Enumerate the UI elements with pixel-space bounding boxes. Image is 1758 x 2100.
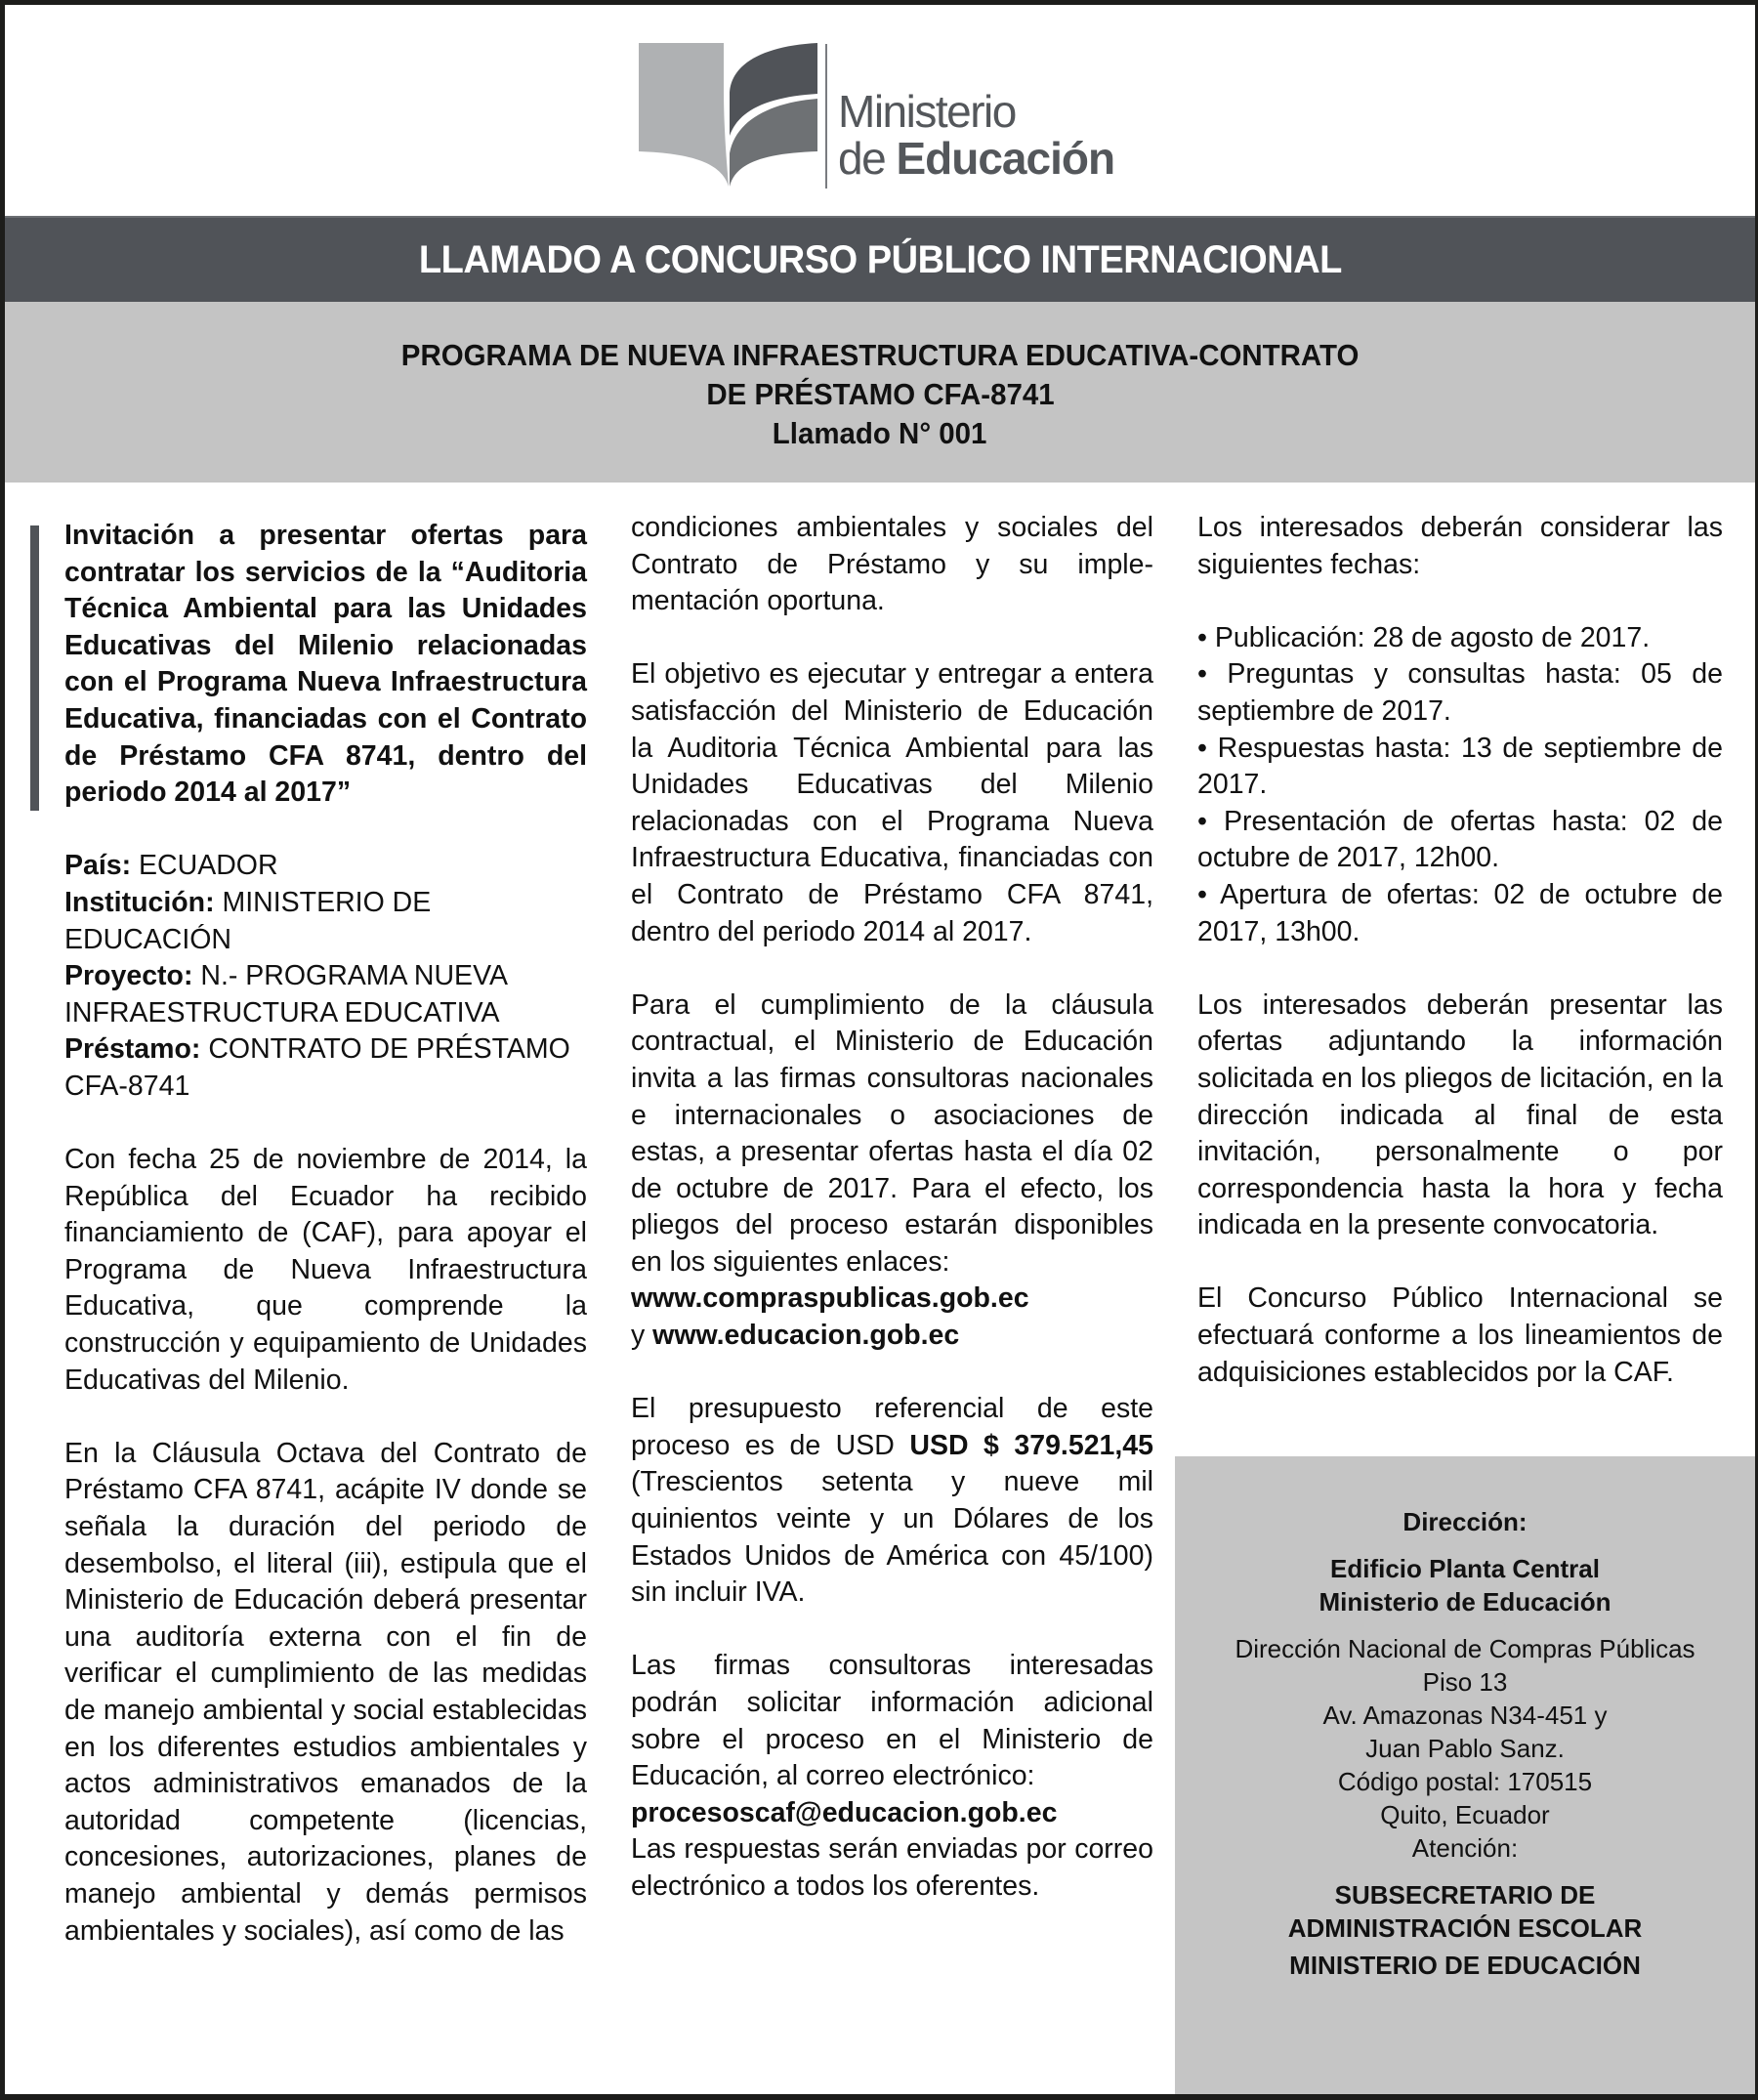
book-left-page [639, 43, 729, 187]
budget-text: El presupuesto referencial de este proceso es de USD [631, 1393, 1153, 1461]
address-line: Av. Amazonas N34-451 y [1322, 1701, 1608, 1730]
address-heading: Dirección: [1402, 1507, 1528, 1536]
subtitle-line-2: DE PRÉSTAMO CFA-8741 [705, 376, 1055, 411]
attention-line-1: SUBSECRETARIO DE [1334, 1880, 1596, 1910]
contact-email[interactable]: procesoscaf@educacion.gob.ec [631, 1796, 1058, 1828]
link-prefix: y [631, 1320, 646, 1352]
right-column [1197, 510, 1723, 1391]
detail-loan [64, 1033, 570, 1102]
detail-value: ECUADOR [139, 850, 278, 882]
intro-accent-bar [30, 525, 39, 811]
conditions-paragraph: condiciones ambientales y sociales del Contrato de Préstamo y su implementación oportuna. [631, 512, 1153, 617]
detail-label: Institución: [64, 886, 215, 918]
logo-educacion: Educación [896, 133, 1115, 184]
date-item-questions: • Preguntas y consultas hasta: 05 de septiembre de 2017. [1197, 658, 1723, 727]
dates-intro: Los interesados deberán considerar las siguientes fechas: [1197, 512, 1723, 580]
address-building-line-1: Edificio Planta Central [1330, 1554, 1600, 1583]
address-box [1175, 1456, 1755, 2094]
financing-paragraph: Con fecha 25 de noviembre de 2014, la República del Ecuador ha recibido financiamiento de (CAF), para apoyar el Programa de Nueva Infraestructura Educativa, que comprende la construcción y equipamiento de Unidades Educativas del Milenio. [64, 1144, 587, 1396]
project-details [64, 848, 587, 1105]
ministry-logo [634, 38, 1142, 194]
logo-line-educacion [838, 133, 1115, 184]
left-column [64, 518, 587, 1950]
open-book-icon [634, 38, 821, 194]
detail-value: MINISTERIO DE EDUCACIÓN [64, 886, 432, 955]
detail-value: CONTRATO DE PRÉSTAMO CFA-8741 [64, 1033, 570, 1102]
link-educacion[interactable]: www.educacion.gob.ec [652, 1320, 960, 1352]
detail-country [64, 850, 278, 881]
logo-line-ministerio: Ministerio [838, 86, 1016, 137]
contact-text: Las firmas consultoras interesadas podrán solicitar información adicional sobre el proceso en el Ministerio de Educación, al correo electrónico: [631, 1650, 1153, 1792]
responses-text: Las respuestas serán enviadas por correo electrónico a todos los oferentes. [631, 1833, 1153, 1902]
title-band [5, 216, 1755, 302]
date-item-answers: • Respuestas hasta: 13 de septiembre de 2017. [1197, 732, 1723, 801]
address-building-line-2: Ministerio de Educación [1318, 1587, 1612, 1617]
date-item-submission: • Presentación de ofertas hasta: 02 de octubre de 2017, 12h00. [1197, 805, 1723, 874]
date-item-publication: • Publicación: 28 de agosto de 2017. [1197, 621, 1651, 653]
address-line: Atención: [1411, 1833, 1519, 1863]
detail-label: Préstamo: [64, 1033, 201, 1066]
detail-value: N.- PROGRAMA NUEVA INFRAESTRUCTURA EDUCATIVA [64, 960, 507, 1029]
address-line: Juan Pablo Sanz. [1365, 1734, 1565, 1763]
contact-paragraph [631, 1648, 1153, 1905]
logo-de: de [838, 133, 886, 184]
page-title: LLAMADO A CONCURSO PÚBLICO INTERNACIONAL [418, 237, 1342, 281]
budget-paragraph [631, 1391, 1153, 1612]
clause-paragraph: En la Cláusula Octava del Contrato de Préstamo CFA 8741, acápite IV donde se señala la duración del periodo de desembolso, el literal (iii), estipula que el Ministerio de Educación deberá presentar una auditoría externa con el fin de verificar el cumplimiento de las medidas de manejo ambiental y social establecidas en los diferentes estudios ambientales y actos administrativos emanados de la autoridad competente (licencias, concesiones, autorizaciones, planes de manejo ambiental y demás permisos ambientales y sociales), así como de las [64, 1437, 587, 1947]
intro-paragraph: Invitación a presentar ofertas para contratar los servicios de la “Auditoria Técnica Ambiental para las Unidades Educativas del Milenio relacionadas con el Programa Nueva Infraestructura Educativa, financiadas con el Contrato de Préstamo CFA 8741, dentro del periodo 2014 al 2017” [64, 520, 587, 809]
date-item-opening: • Apertura de ofertas: 02 de octubre de 2017, 13h00. [1197, 878, 1723, 947]
link-compraspublicas[interactable]: www.compraspublicas.gob.ec [631, 1282, 1029, 1315]
caf-paragraph: El Concurso Público Internacional se efectuará conforme a los lineamientos de adquisiciones establecidos por la CAF. [1197, 1282, 1723, 1388]
subtitle-band [5, 302, 1755, 483]
logo-wordmark [838, 86, 1115, 184]
call-number: Llamado N° 001 [773, 415, 987, 450]
detail-project [64, 960, 506, 1029]
dates-list [1197, 620, 1723, 950]
address-line: Quito, Ecuador [1380, 1800, 1550, 1829]
address-line: Piso 13 [1422, 1667, 1508, 1697]
notice-page [5, 5, 1755, 2094]
objective-paragraph: El objetivo es ejecutar y entregar a entera satisfacción del Ministerio de Educación la Auditoria Técnica Ambiental para las Unidades Educativas del Milenio relacionadas con el Programa Nueva Infraestructura Educativa, financiadas con el Contrato de Préstamo CFA 8741, dentro del periodo 2014 al 2017. [631, 658, 1153, 947]
budget-words: (Trescientos setenta y nueve mil quinientos veinte y un Dólares de los Estados Unidos de América con 45/100) sin incluir IVA. [631, 1466, 1153, 1609]
budget-amount: USD $ 379.521,45 [909, 1429, 1154, 1461]
invitation-paragraph [631, 987, 1153, 1355]
middle-column [631, 510, 1153, 1906]
subtitle-line-1: PROGRAMA DE NUEVA INFRAESTRUCTURA EDUCATIVA-CONTRATO [400, 337, 1360, 372]
invitation-text: Para el cumplimiento de la cláusula contractual, el Ministerio de Educación invita a las firmas consultoras nacionales e internacionales o asociaciones de estas, a presentar ofertas hasta el día 02 de octubre de 2017. Para el efecto, los pliegos del proceso estarán disponibles en los siguientes enlaces: [631, 988, 1153, 1278]
address-line: Dirección Nacional de Compras Públicas [1235, 1634, 1695, 1663]
address-line: Código postal: 170515 [1337, 1767, 1593, 1796]
logo-divider [825, 44, 827, 189]
detail-label: Proyecto: [64, 960, 193, 992]
attention-line-3: MINISTERIO DE EDUCACIÓN [1289, 1951, 1641, 1980]
submission-paragraph: Los interesados deberán presentar las ofertas adjuntando la información solicitada en los pliegos de licitación, en la dirección indicada al final de esta invitación, personalmente o por correspondencia hasta la hora y fecha indicada en la presente convocatoria. [1197, 988, 1723, 1241]
attention-line-2: ADMINISTRACIÓN ESCOLAR [1287, 1913, 1643, 1943]
detail-institution [64, 887, 431, 955]
detail-label: País: [64, 850, 132, 882]
